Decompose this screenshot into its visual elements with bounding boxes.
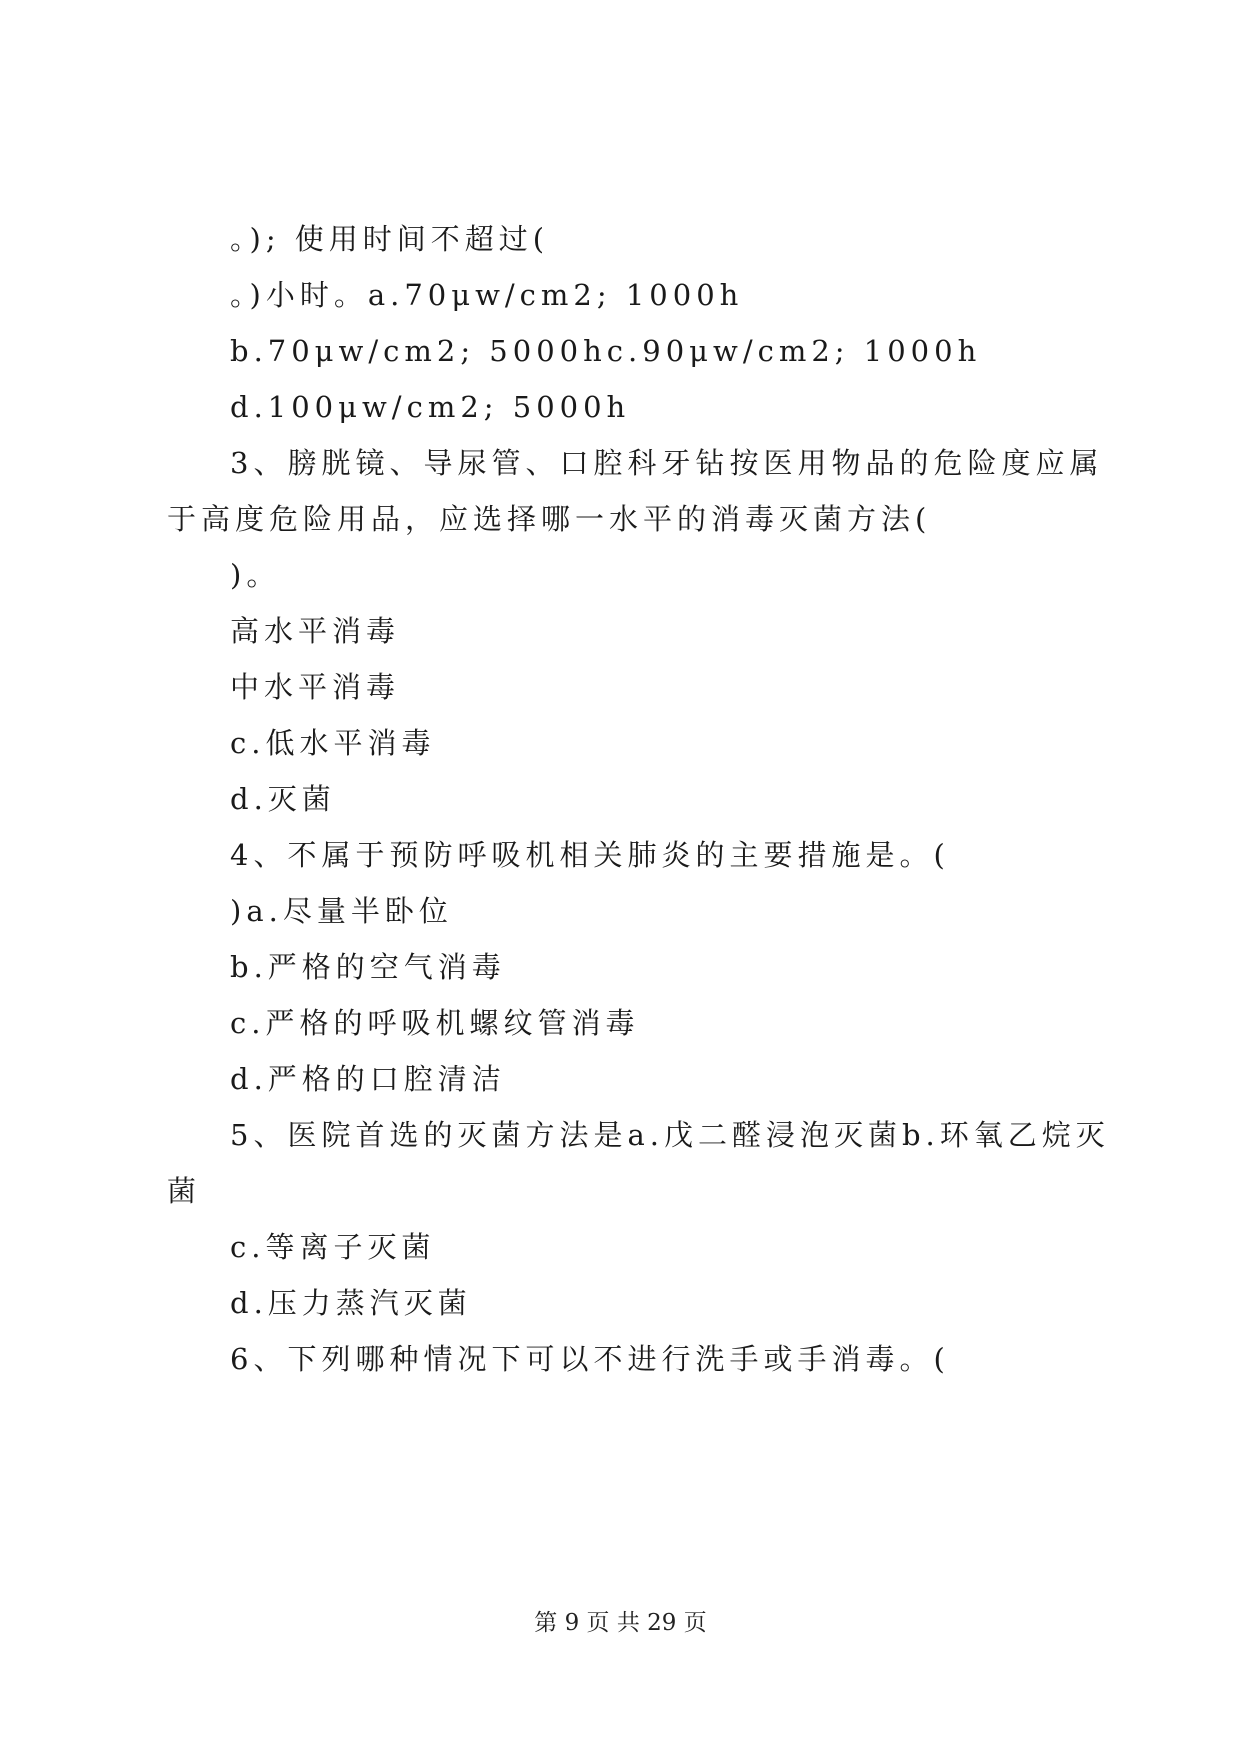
question-4-line: 4、不属于预防呼吸机相关肺炎的主要措施是。( (230, 838, 950, 872)
question-3-line-2: 于高度危险用品，应选择哪一水平的消毒灭菌方法( (167, 502, 932, 536)
text-line: )。 (230, 558, 281, 592)
option-line: c.等离子灭菌 (230, 1230, 436, 1264)
option-line: )a.尽量半卧位 (230, 894, 453, 928)
option-line: c.严格的呼吸机螺纹管消毒 (230, 1006, 640, 1040)
text-line: d.100μw/cm2; 5000h (230, 390, 631, 424)
page-footer: 第 9 页 共 29 页 (534, 1610, 707, 1636)
option-line: 中水平消毒 (230, 670, 401, 704)
option-line: c.低水平消毒 (230, 726, 436, 760)
text-line: 。); 使用时间不超过( (230, 222, 550, 256)
text-line: b.70μw/cm2; 5000hc.90μw/cm2; 1000h (230, 334, 982, 368)
option-line: d.严格的口腔清洁 (230, 1062, 506, 1096)
option-line: 高水平消毒 (230, 614, 401, 648)
question-5-line-1: 5、医院首选的灭菌方法是a.戊二醛浸泡灭菌b.环氧乙烷灭 (230, 1118, 1110, 1152)
option-line: d.灭菌 (230, 782, 336, 816)
text-line: 。)小时。a.70μw/cm2; 1000h (230, 278, 744, 312)
question-6-line: 6、下列哪种情况下可以不进行洗手或手消毒。( (230, 1342, 950, 1376)
question-5-line-2: 菌 (167, 1174, 202, 1208)
question-3-line-1: 3、膀胱镜、导尿管、口腔科牙钻按医用物品的危险度应属 (230, 446, 1104, 480)
option-line: d.压力蒸汽灭菌 (230, 1286, 472, 1320)
option-line: b.严格的空气消毒 (230, 950, 506, 984)
